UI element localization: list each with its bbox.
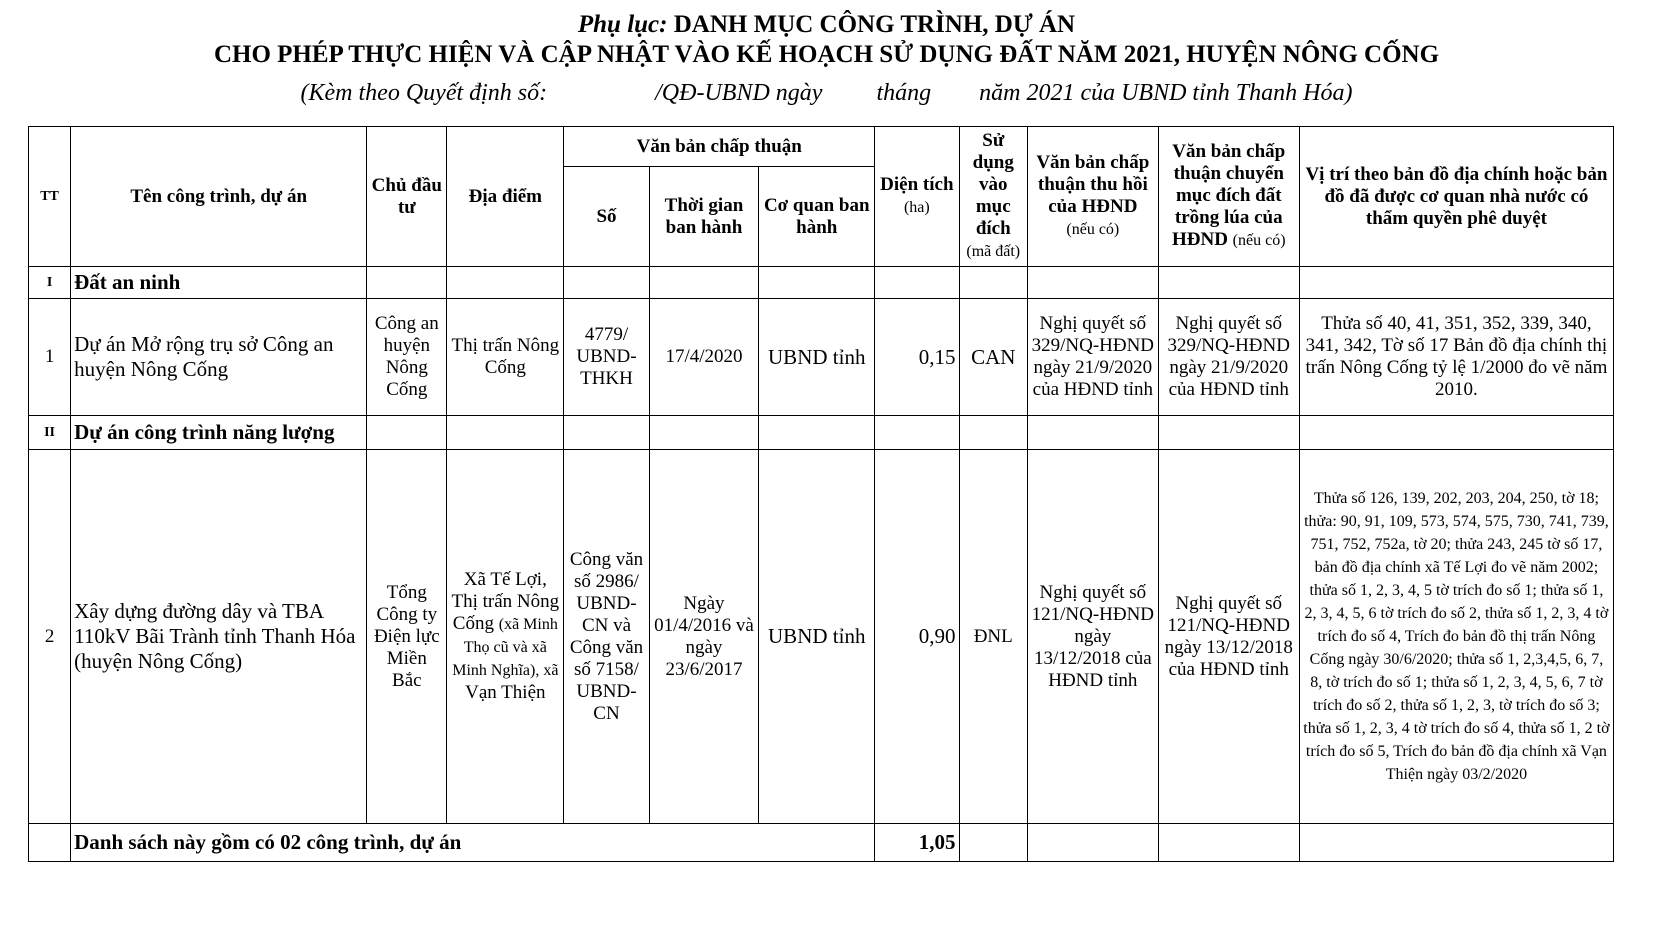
col-header-conversion [1158, 127, 1299, 267]
row-conversion: Nghị quyết số 121/NQ-HĐND ngày 13/12/2018 của HĐND tỉnh [1158, 450, 1299, 824]
conversion-note: (nếu có) [1232, 232, 1286, 249]
table-row [29, 299, 1614, 416]
land-use-note: (mã đất) [966, 243, 1021, 260]
col-header-approval-agency: Cơ quan ban hành [759, 167, 875, 267]
col-header-location: Địa điểm [447, 127, 564, 267]
table-row [29, 450, 1614, 824]
row-land-use: ĐNL [959, 450, 1027, 824]
col-header-tt: TT [29, 127, 71, 267]
row-tt: 2 [29, 450, 71, 824]
row-approval-time: Ngày 01/4/2016 và ngày 23/6/2017 [649, 450, 759, 824]
row-name: Xây dựng đường dây và TBA 110kV Bãi Trành tỉnh Thanh Hóa (huyện Nông Cống) [71, 450, 367, 824]
col-header-approval-no: Số [564, 167, 649, 267]
section-row [29, 267, 1614, 299]
area-unit: (ha) [903, 199, 930, 216]
location-sub: (xã Minh Thọ cũ và xã Minh Nghĩa), xã [452, 616, 559, 679]
row-land-use: CAN [959, 299, 1027, 416]
col-header-name: Tên công trình, dự án [71, 127, 367, 267]
location-main: Xã Tế Lợi, Thị trấn Nông Cống [451, 569, 560, 634]
conversion-label: Văn bản chấp thuận chuyển mục đích đất trồng lúa của HĐND [1171, 141, 1286, 250]
row-area: 0,15 [875, 299, 959, 416]
col-header-land-use [959, 127, 1027, 267]
section-title: Đất an ninh [71, 267, 367, 299]
land-use-label: Sử dụng vào mục đích [972, 130, 1014, 239]
total-label: Danh sách này gồm có 02 công trình, dự án [71, 824, 875, 862]
section-tt: I [29, 267, 71, 299]
area-label: Diện tích [880, 174, 954, 195]
col-header-approval-time: Thời gian ban hành [649, 167, 759, 267]
row-investor: Tổng Công ty Điện lực Miền Bắc [367, 450, 447, 824]
col-header-recovery [1027, 127, 1158, 267]
row-recovery: Nghị quyết số 329/NQ-HĐND ngày 21/9/2020 của HĐND tỉnh [1027, 299, 1158, 416]
row-map-position: Thửa số 126, 139, 202, 203, 204, 250, tờ 18; thửa: 90, 91, 109, 573, 574, 575, 730, 741, 739, 751, 752, 752a, tờ 20; thửa 243, 245 tờ số 17, bản đồ địa chính xã Tế Lợi đo vẽ năm 2002; thửa số 1, 2, 3, 4, 5 tờ trích đo số 1; thửa số 1, 2, 3, 4, 5, 6 tờ trích đo số 2, thửa số 1, 2, 3, 4 tờ trích đo số 4, Trích đo bản đồ thị trấn Nông Cống ngày 30/6/2020; thửa số 1, 2,3,4,5, 6, 7, 8, tờ trích đo số 1; thửa số 1, 2, 3, 4, 5, 6, 7 tờ trích đo số 2, thửa số 1, 2, 3, tờ trích đo số 3; thửa số 1, 2, 3, 4 tờ trích đo số 4, thửa số 1, 2 tờ trích đo số 5, Trích đo bản đồ địa chính xã Vạn Thiện ngày 03/2/2020 [1299, 450, 1613, 824]
col-header-investor: Chủ đầu tư [367, 127, 447, 267]
row-conversion: Nghị quyết số 329/NQ-HĐND ngày 21/9/2020 của HĐND tỉnh [1158, 299, 1299, 416]
section-title: Dự án công trình năng lượng [71, 416, 367, 450]
document-header [0, 10, 1653, 108]
title-main: DANH MỤC CÔNG TRÌNH, DỰ ÁN [667, 11, 1076, 38]
col-header-area [875, 127, 959, 267]
row-location: Thị trấn Nông Cống [447, 299, 564, 416]
row-approval-no: 4779/ UBND-THKH [564, 299, 649, 416]
title-prefix: Phụ lục: [577, 11, 668, 38]
row-investor: Công an huyện Nông Cống [367, 299, 447, 416]
total-row [29, 824, 1614, 862]
row-map-position: Thửa số 40, 41, 351, 352, 339, 340, 341, 342, Tờ số 17 Bản đồ địa chính thị trấn Nông Cống tỷ lệ 1/2000 đo vẽ năm 2010. [1299, 299, 1613, 416]
document-subtitle: CHO PHÉP THỰC HIỆN VÀ CẬP NHẬT VÀO KẾ HOẠCH SỬ DỤNG ĐẤT NĂM 2021, HUYỆN NÔNG CỐNG [213, 41, 1440, 68]
row-approval-agency: UBND tỉnh [759, 299, 875, 416]
row-recovery: Nghị quyết số 121/NQ-HĐND ngày 13/12/2018 của HĐND tỉnh [1027, 450, 1158, 824]
document-title [0, 10, 1653, 40]
col-header-approval-group: Văn bản chấp thuận [564, 127, 875, 167]
decision-reference: (Kèm theo Quyết định số: /QĐ-UBND ngày tháng năm 2021 của UBND tỉnh Thanh Hóa) [300, 80, 1353, 106]
col-header-map-position: Vị trí theo bản đồ địa chính hoặc bản đồ đã được cơ quan nhà nước có thẩm quyền phê duyệt [1299, 127, 1613, 267]
row-approval-agency: UBND tỉnh [759, 450, 875, 824]
row-approval-no: Công văn số 2986/ UBND-CN và Công văn số 7158/ UBND-CN [564, 450, 649, 824]
section-tt: II [29, 416, 71, 450]
row-tt: 1 [29, 299, 71, 416]
project-table [28, 126, 1614, 862]
row-name: Dự án Mở rộng trụ sở Công an huyện Nông Cống [71, 299, 367, 416]
total-area: 1,05 [875, 824, 959, 862]
recovery-label: Văn bản chấp thuận thu hồi của HĐND [1036, 152, 1150, 217]
location-end: Vạn Thiện [465, 682, 546, 703]
row-area: 0,90 [875, 450, 959, 824]
recovery-note: (nếu có) [1066, 221, 1120, 238]
row-location [447, 450, 564, 824]
row-approval-time: 17/4/2020 [649, 299, 759, 416]
section-row [29, 416, 1614, 450]
